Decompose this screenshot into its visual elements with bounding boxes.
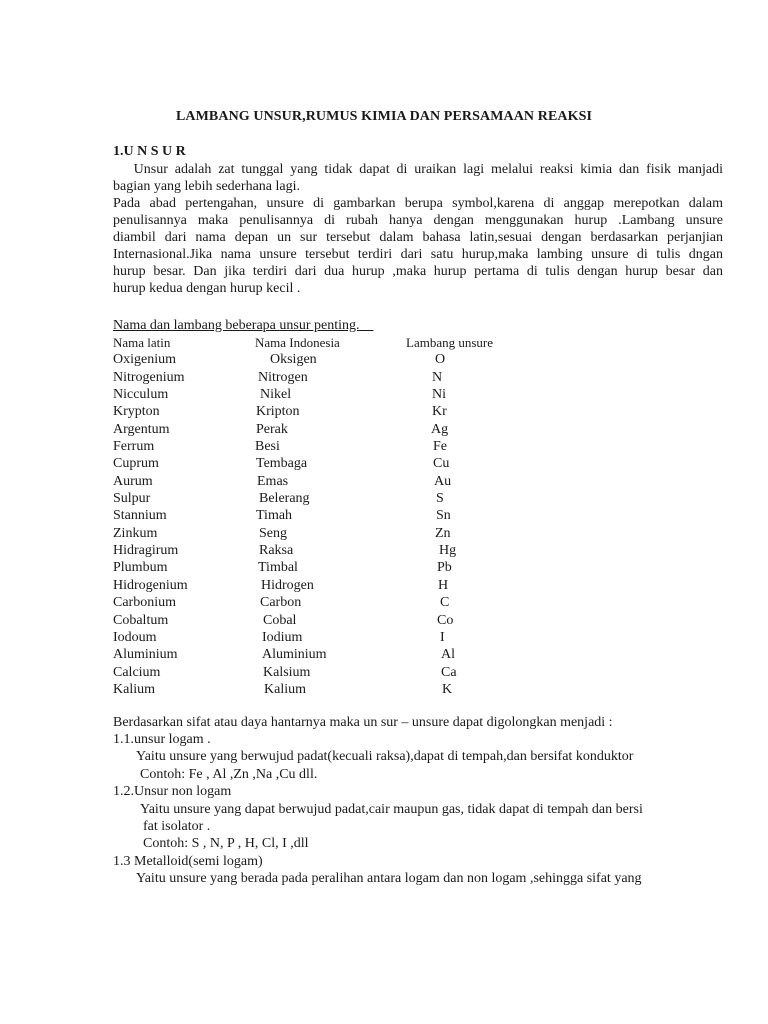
table-row <box>113 421 613 438</box>
indonesian-name-cell: Iodium <box>262 629 303 645</box>
table-row <box>113 438 613 455</box>
class-metalloid-description: Yaitu unsure yang berada pada peralihan antara logam dan non logam ,sehingga sifat yang <box>136 871 642 887</box>
symbol-cell: Fe <box>433 439 447 455</box>
symbol-cell: Au <box>434 473 452 489</box>
table-row <box>113 542 613 559</box>
table-row <box>113 577 613 594</box>
table-row <box>113 525 613 542</box>
symbol-cell: H <box>438 577 449 593</box>
indonesian-name-cell: Kalium <box>264 681 306 697</box>
paragraph-line: diambil dari nama depan un sur tersebut dalam bahasa latin,sesuai dengan berdasarkan perjanjian <box>113 230 723 245</box>
latin-name-cell: Calcium <box>113 664 161 680</box>
class-metal-example: Contoh: Fe , Al ,Zn ,Na ,Cu dll. <box>140 766 318 782</box>
indonesian-name-cell: Carbon <box>260 595 302 611</box>
class-metalloid-title: 1.3 Metalloid(semi logam) <box>113 853 263 869</box>
paragraph-line: Unsur adalah zat tunggal yang tidak dapat di uraikan lagi melalui reaksi kimia dan fisik manjadi <box>113 162 723 177</box>
symbol-cell: Cu <box>433 456 450 472</box>
table-row <box>113 664 613 681</box>
symbol-cell: S <box>436 491 444 507</box>
paragraph-line: Internasional.Jika nama unsure tersebut terdiri dari satu hurup,maka lambing unsure di tulis dngan <box>113 247 723 262</box>
table-row <box>113 612 613 629</box>
section-heading: 1.U N S U R <box>113 144 186 159</box>
latin-name-cell: Sulpur <box>113 491 151 507</box>
indonesian-name-cell: Kalsium <box>263 664 311 680</box>
class-nonmetal-description: Yaitu unsure yang dapat berwujud padat,cair maupun gas, tidak dapat di tempah dan bersi <box>140 801 643 817</box>
latin-name-cell: Nitrogenium <box>113 369 185 385</box>
latin-name-cell: Ferrum <box>113 439 155 455</box>
table-row <box>113 403 613 420</box>
paragraph-line: hurup besar. Dan jika terdiri dari dua hurup ,maka hurup pertama di tulis dengan hurup besar dan <box>113 264 723 279</box>
latin-name-cell: Argentum <box>113 421 170 437</box>
paragraph-definition <box>113 161 723 195</box>
latin-name-cell: Stannium <box>113 508 167 524</box>
symbol-cell: C <box>440 595 450 611</box>
class-metal-title: 1.1.unsur logam . <box>113 732 211 747</box>
indonesian-name-cell: Nikel <box>260 387 292 403</box>
document-title: LAMBANG UNSUR,RUMUS KIMIA DAN PERSAMAAN REAKSI <box>175 109 593 124</box>
symbol-cell: N <box>432 369 443 385</box>
symbol-cell: Kr <box>432 404 447 420</box>
indonesian-name-cell: Perak <box>256 421 288 437</box>
indonesian-name-cell: Timah <box>256 508 293 524</box>
paragraph-line: penulisannya maka penulisannya di rubah hanya dengan menggunakan hurup .Lambang unsure <box>113 213 723 228</box>
indonesian-name-cell: Nitrogen <box>258 369 308 385</box>
latin-name-cell: Krypton <box>113 404 160 420</box>
table-row <box>113 646 613 663</box>
table-row <box>113 681 613 698</box>
indonesian-name-cell: Seng <box>259 525 287 541</box>
symbol-cell: K <box>442 681 453 697</box>
table-row <box>113 594 613 611</box>
elements-table <box>113 334 613 698</box>
latin-name-cell: Cuprum <box>113 456 159 472</box>
header-latin-name: Nama latin <box>113 335 171 350</box>
header-indonesian-name: Nama Indonesia <box>255 335 340 350</box>
latin-name-cell: Aluminium <box>113 647 178 663</box>
symbol-cell: Sn <box>436 508 451 524</box>
indonesian-name-cell: Belerang <box>259 491 310 507</box>
table-row <box>113 559 613 576</box>
latin-name-cell: Kalium <box>113 681 155 697</box>
indonesian-name-cell: Raksa <box>259 543 294 559</box>
latin-name-cell: Oxigenium <box>113 352 176 368</box>
indonesian-name-cell: Timbal <box>258 560 298 576</box>
latin-name-cell: Carbonium <box>113 595 176 611</box>
indonesian-name-cell: Hidrogen <box>261 577 314 593</box>
indonesian-name-cell: Emas <box>257 473 289 489</box>
latin-name-cell: Aurum <box>113 473 153 489</box>
paragraph-history <box>113 195 723 297</box>
paragraph-line: hurup kedua dengan hurup kecil . <box>113 281 301 296</box>
indonesian-name-cell: Aluminium <box>262 647 327 663</box>
latin-name-cell: Cobaltum <box>113 612 169 628</box>
indonesian-name-cell: Oksigen <box>270 352 317 368</box>
classification-intro: Berdasarkan sifat atau daya hantarnya maka un sur – unsure dapat digolongkan menjadi : <box>113 715 613 730</box>
symbol-cell: Ni <box>432 387 446 403</box>
table-row <box>113 507 613 524</box>
table-row <box>113 351 613 368</box>
symbol-cell: Al <box>441 647 455 663</box>
latin-name-cell: Plumbum <box>113 560 168 576</box>
table-row <box>113 490 613 507</box>
symbol-cell: I <box>440 629 445 645</box>
class-metal-description: Yaitu unsure yang berwujud padat(kecuali raksa),dapat di tempah,dan bersifat konduktor <box>136 749 634 765</box>
class-nonmetal-example: Contoh: S , N, P , H, Cl, I ,dll <box>143 836 309 852</box>
latin-name-cell: Nicculum <box>113 387 169 403</box>
classification-list <box>113 731 733 888</box>
symbol-cell: Ca <box>441 664 457 680</box>
class-nonmetal-description-cont: fat isolator . <box>143 818 211 834</box>
indonesian-name-cell: Tembaga <box>256 456 308 472</box>
latin-name-cell: Hidrogenium <box>113 577 188 593</box>
latin-name-cell: Hidragirum <box>113 543 179 559</box>
table-row <box>113 629 613 646</box>
symbol-cell: Pb <box>437 560 452 576</box>
symbol-cell: Ag <box>431 421 449 437</box>
table-caption: Nama dan lambang beberapa unsur penting. <box>113 318 374 333</box>
indonesian-name-cell: Kripton <box>256 404 300 420</box>
indonesian-name-cell: Cobal <box>263 612 297 628</box>
latin-name-cell: Iodoum <box>113 629 157 645</box>
symbol-cell: Zn <box>435 525 451 541</box>
symbol-cell: Hg <box>439 543 457 559</box>
table-row <box>113 369 613 386</box>
table-header-row <box>113 334 613 351</box>
paragraph-line: bagian yang lebih sederhana lagi. <box>113 179 300 194</box>
class-nonmetal-title: 1.2.Unsur non logam <box>113 784 232 800</box>
table-row <box>113 455 613 472</box>
table-row <box>113 386 613 403</box>
indonesian-name-cell: Besi <box>255 439 280 455</box>
symbol-cell: Co <box>437 612 454 628</box>
table-row <box>113 473 613 490</box>
latin-name-cell: Zinkum <box>113 525 158 541</box>
header-symbol: Lambang unsure <box>406 335 494 350</box>
paragraph-line: Pada abad pertengahan, unsure di gambarkan berupa symbol,karena di anggap merepotkan dalam <box>113 196 723 211</box>
symbol-cell: O <box>435 352 446 368</box>
